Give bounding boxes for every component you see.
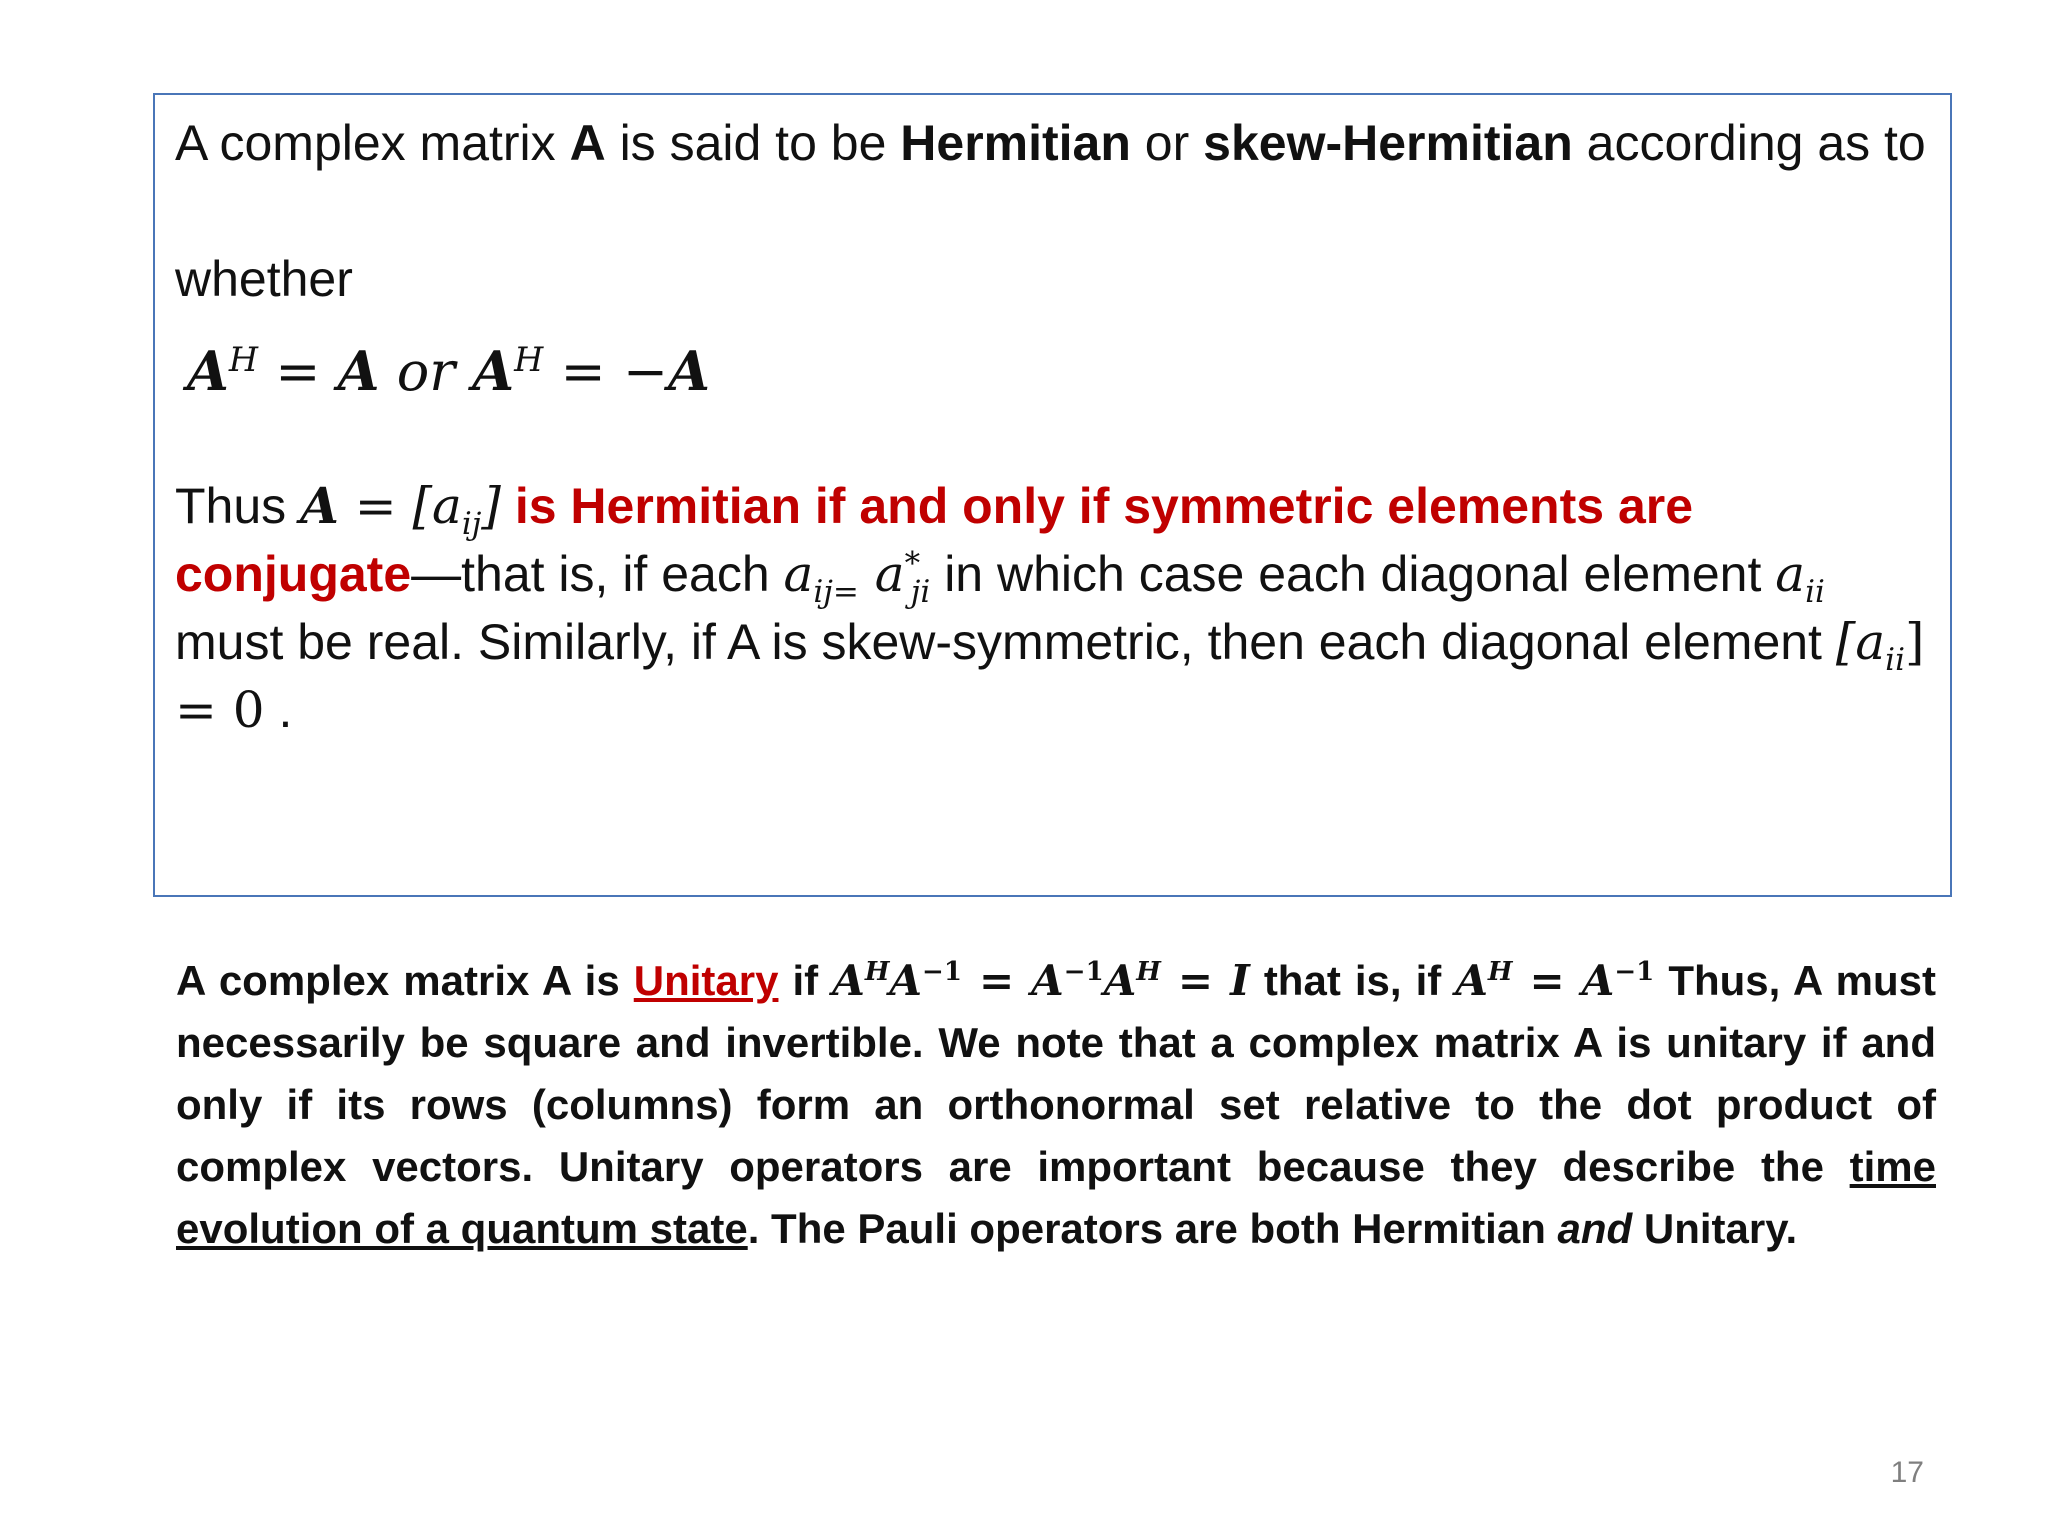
definition-text: A complex matrix A is said to be Hermitian or skew-Hermitian according as to (175, 115, 1926, 171)
hermitian-formula: $A^H = A$ or $A^H = -A$ (187, 339, 711, 403)
unitary-paragraph: A complex matrix A is Unitary if $A^HA^{-1} = A^{-1}A^H = I$ that is, if $A^H = A^{-1}$ Thus, A must necessarily be square and invertible. We note that a complex matrix A is unitary if and only if its rows (columns) form an orthonormal set relative to the dot product of complex vectors. Unitary operators are important because they describe the time evolution of a quantum state. The Pauli operators are both Hermitian and Unitary. (176, 956, 1936, 1252)
whether-text: whether (175, 251, 353, 307)
hermitian-condition: is Hermitian if and only if symmetric elements are conjugate (175, 478, 1694, 602)
page-number: 17 (1890, 1456, 1924, 1489)
time-evolution-phrase: time evolution of a quantum state (176, 1143, 1936, 1252)
unitary-term: Unitary (633, 957, 779, 1004)
thus-paragraph: Thus $A = [a_{ij}]$ is Hermitian if and only if symmetric elements are conjugate—that is, if each $a_{ij=}$ $a^*_{ji}$ in which case each diagonal element $a_{ii}$ must be real. Similarly, if A is skew-symmetric, then each diagonal element $[a_{ii}] = 0$ . (175, 476, 1925, 739)
definition-box (153, 93, 1952, 897)
